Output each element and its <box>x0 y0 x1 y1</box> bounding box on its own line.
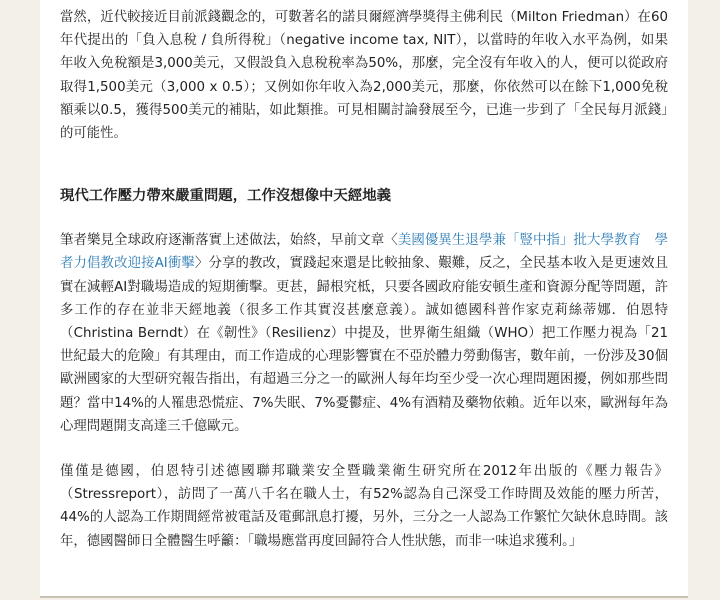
article-bottom-border <box>40 596 688 598</box>
paragraph-negative-income-tax: 當然，近代較接近目前派錢觀念的，可數著名的諾貝爾經濟學獎得主佛利民（Milton Friedman）在60年代提出的「負入息稅 / 負所得稅」（negative income tax, NIT），以當時的年收入水平為例，如果年收入免稅額是3,000美元，又假設負入息稅稅率為50%，那麼，完全沒有年收入的人，便可以從政府取得1,500美元（3,000 x 0.5）；又例如你年收入為2,000美元，那麼，你依然可以在餘下1,000免稅額乘以0.5，獲得500美元的補貼，如此類推。可見相關討論發展至今，已進一步到了「全民每月派錢」的可能性。 <box>60 10 668 142</box>
article-body <box>40 0 688 598</box>
related-article-link[interactable]: 美國優異生退學兼「豎中指」批大學教育 學者力倡教改迎接AI衝擊 <box>60 233 669 272</box>
paragraph-germany-stress-report: 僅僅是德國，伯恩特引述德國聯邦職業安全暨職業衛生研究所在2012年出版的《壓力報告》（Stressreport），訪問了一萬八千名在職人士，有52%認為自己深受工作時間及效能的壓力所苦，44%的人認為工作期間經常被電話及電郵訊息打擾，另外，三分之一人認為工作繁忙欠缺休息時間。該年，德國醫師日全體醫生呼籲：「職場應當再度回歸符合人性狀態，而非一味追求獲利。」 <box>60 464 668 549</box>
paragraph-text-before-link: 筆者樂見全球政府逐漸落實上述做法，始終，早前文章〈 <box>60 233 398 249</box>
section-heading: 現代工作壓力帶來嚴重問題，工作沒想像中天經地義 <box>60 188 391 205</box>
paragraph-text-after-link: 〉分享的教改，實踐起來還是比較抽象、艱難，反之，全民基本收入是更速效且實在減輕AI對職場造成的短期衝擊。更甚，歸根究柢，只要各國政府能安頓生產和資源分配等問題，許多工作的存在並非天經地義（很多工作其實沒甚麼意義）。誠如德國科普作家克莉絲蒂娜．伯恩特（Christina Berndt）在《韌性》（Resilienz）中提及，世界衛生組織（WHO）把工作壓力視為「21世紀最大的危險」有其理由，而工作造成的心理影響實在不亞於體力勞動傷害，數年前，一份涉及30個歐洲國家的大型研究報告指出，有超過三分之一的歐洲人每年均至少受一次心理問題困擾，例如那些問題？當中14%的人罹患恐慌症、7%失眠、7%憂鬱症、4%有酒精及藥物依賴。近年以來，歐洲每年為心理問題開支高達三千億歐元。 <box>60 256 668 434</box>
paragraph-work-stress <box>60 229 668 438</box>
